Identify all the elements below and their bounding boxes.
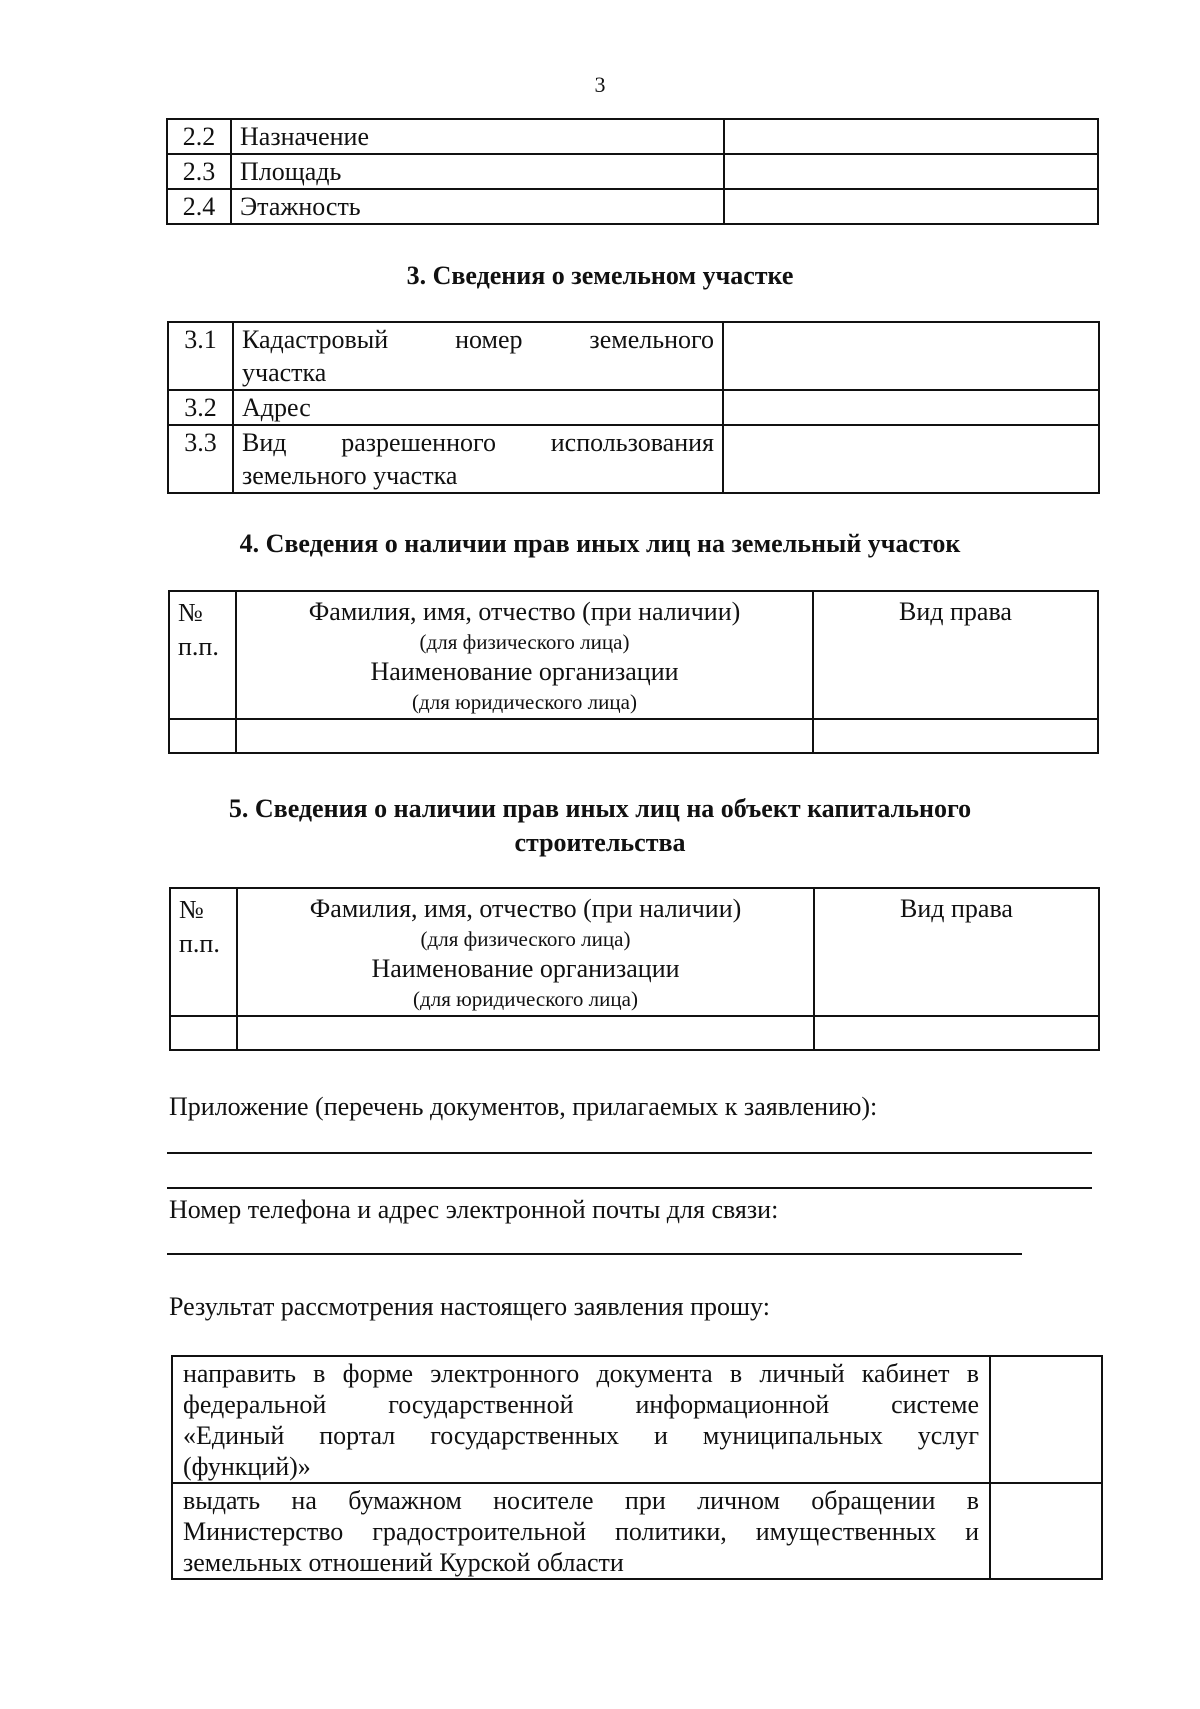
- table-row: [167, 189, 1098, 224]
- row-label: Площадь: [231, 154, 724, 189]
- header-line: Фамилия, имя, отчество (при наличии): [308, 597, 741, 626]
- section5-table: [169, 887, 1100, 1051]
- row-label: Адрес: [233, 390, 723, 425]
- page-number: 3: [594, 72, 606, 97]
- cell-right[interactable]: [814, 1016, 1099, 1050]
- section5-title-line: 5. Сведения о наличии прав иных лиц на объект капитального: [228, 794, 972, 823]
- header-line: Наименование организации: [370, 657, 679, 686]
- row-number: 2.3: [167, 154, 231, 189]
- table-row: [167, 119, 1098, 154]
- option-checkbox-cell[interactable]: [990, 1356, 1102, 1483]
- result-options-table: [171, 1355, 1103, 1580]
- table-row: [172, 1356, 1102, 1483]
- row-label: Этажность: [231, 189, 724, 224]
- header-line: Наименование организации: [371, 954, 680, 983]
- row-value[interactable]: [724, 154, 1098, 189]
- row-label: Назначение: [231, 119, 724, 154]
- cell-number[interactable]: [170, 1016, 237, 1050]
- header-line: (для физического лица): [419, 630, 630, 654]
- section3-title: 3. Сведения о земельном участке: [406, 261, 794, 290]
- section5-title: [0, 792, 1200, 860]
- row-number: 3.3: [168, 425, 233, 493]
- option-line: (функций)»: [183, 1452, 311, 1481]
- header-line: (для физического лица): [420, 927, 631, 951]
- section3-table: [167, 321, 1100, 494]
- row-number: 2.4: [167, 189, 231, 224]
- option-text: [172, 1356, 990, 1483]
- option-checkbox-cell[interactable]: [990, 1483, 1102, 1579]
- row-label-line: Кадастровый номер земельного: [242, 325, 714, 354]
- table-row: [172, 1483, 1102, 1579]
- result-label: Результат рассмотрения настоящего заявления прошу:: [169, 1292, 770, 1321]
- column-number-header: № п.п.: [170, 888, 237, 1016]
- row-value[interactable]: [723, 322, 1099, 390]
- header-line: Фамилия, имя, отчество (при наличии): [309, 894, 742, 923]
- row-label: [233, 322, 723, 390]
- row-value[interactable]: [723, 425, 1099, 493]
- table-row: [168, 425, 1099, 493]
- column-name-header: [236, 591, 813, 719]
- section4-title: 4. Сведения о наличии прав иных лиц на земельный участок: [239, 529, 961, 558]
- header-line: (для юридического лица): [413, 987, 638, 1011]
- contact-line[interactable]: [167, 1253, 1022, 1255]
- contact-label: Номер телефона и адрес электронной почты для связи:: [169, 1195, 779, 1224]
- table-row: [168, 322, 1099, 390]
- option-line: Министерство градостроительной политики, имущественных и: [183, 1517, 979, 1546]
- header-line: (для юридического лица): [412, 690, 637, 714]
- column-right-header: Вид права: [813, 591, 1098, 719]
- option-line: выдать на бумажном носителе при личном обращении в: [183, 1486, 979, 1515]
- table-row: [170, 1016, 1099, 1050]
- cell-name[interactable]: [236, 719, 813, 753]
- row-label-line: Вид разрешенного использования: [242, 428, 714, 457]
- table-header-row: [169, 591, 1098, 719]
- section4-table: [168, 590, 1099, 754]
- option-line: федеральной государственной информационной системе: [183, 1390, 979, 1419]
- row-value[interactable]: [723, 390, 1099, 425]
- cell-name[interactable]: [237, 1016, 814, 1050]
- option-text: [172, 1483, 990, 1579]
- attachment-label: Приложение (перечень документов, прилагаемых к заявлению):: [169, 1092, 878, 1121]
- section5-title-line: строительства: [514, 828, 686, 857]
- option-line: направить в форме электронного документа в личный кабинет в: [183, 1359, 979, 1388]
- attachment-line-2[interactable]: [167, 1187, 1092, 1189]
- row-value[interactable]: [724, 119, 1098, 154]
- cell-number[interactable]: [169, 719, 236, 753]
- table-row: [169, 719, 1098, 753]
- row-label: [233, 425, 723, 493]
- row-label-line: земельного участка: [242, 461, 458, 490]
- row-number: 3.1: [168, 322, 233, 390]
- column-number-header: № п.п.: [169, 591, 236, 719]
- attachment-line-1[interactable]: [167, 1152, 1092, 1154]
- row-number: 2.2: [167, 119, 231, 154]
- column-name-header: [237, 888, 814, 1016]
- section2-table: [166, 118, 1099, 225]
- table-row: [168, 390, 1099, 425]
- option-line: земельных отношений Курской области: [183, 1548, 624, 1577]
- table-header-row: [170, 888, 1099, 1016]
- option-line: «Единый портал государственных и муниципальных услуг: [183, 1421, 979, 1450]
- row-number: 3.2: [168, 390, 233, 425]
- column-right-header: Вид права: [814, 888, 1099, 1016]
- row-label-line: участка: [242, 358, 327, 387]
- table-row: [167, 154, 1098, 189]
- row-value[interactable]: [724, 189, 1098, 224]
- cell-right[interactable]: [813, 719, 1098, 753]
